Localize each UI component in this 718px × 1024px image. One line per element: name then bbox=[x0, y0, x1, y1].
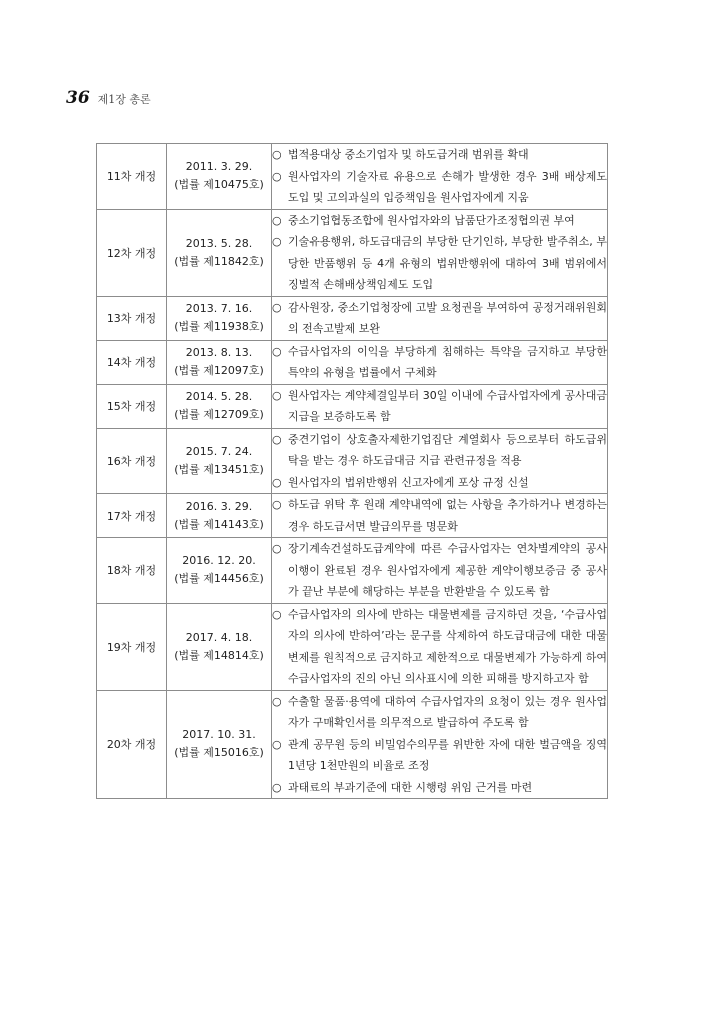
revision-cell: 20차 개정 bbox=[97, 690, 167, 799]
bullet-text: 중견기업이 상호출자제한기업집단 계열회사 등으로부터 하도급위탁을 받는 경우 하도급대금 지급 관련규정을 적용 bbox=[288, 432, 607, 467]
law-number: (법률 제14814호) bbox=[174, 648, 264, 662]
revision-cell: 13차 개정 bbox=[97, 296, 167, 340]
table-row bbox=[97, 296, 608, 340]
circle-bullet-icon: ○ bbox=[272, 344, 282, 358]
bullet-item bbox=[272, 429, 607, 472]
bullet-item bbox=[272, 385, 607, 428]
bullet-text: 장기계속건설하도급계약에 따른 수급사업자는 연차별계약의 공사이행이 완료된 경우 원사업자에게 제공한 계약이행보증금 중 공사가 끝난 부분에 해당하는 부분을 반환받을 수 있도록 함 bbox=[288, 542, 607, 598]
bullet-text: 과태료의 부과기준에 대한 시행령 위임 근거를 마련 bbox=[288, 780, 533, 794]
bullet-item bbox=[272, 472, 607, 494]
amendment-date: 2016. 3. 29. bbox=[185, 499, 253, 513]
bullet-item bbox=[272, 691, 607, 734]
law-number: (법률 제11938호) bbox=[174, 320, 264, 333]
circle-bullet-icon: ○ bbox=[272, 388, 282, 402]
circle-bullet-icon: ○ bbox=[272, 694, 282, 708]
bullet-text: 관계 공무원 등의 비밀엄수의무를 위반한 자에 대한 벌금액을 징역 1년당 1천만원의 비율로 조정 bbox=[288, 737, 607, 772]
bullet-text: 수출할 물품·용역에 대하여 수급사업자의 요청이 있는 경우 원사업자가 구매확인서를 의무적으로 발급하여 주도록 함 bbox=[288, 694, 607, 729]
law-number: (법률 제11842호) bbox=[174, 254, 264, 268]
circle-bullet-icon: ○ bbox=[272, 498, 282, 511]
bullet-item bbox=[272, 777, 607, 799]
date-cell bbox=[167, 494, 272, 538]
table-row bbox=[97, 494, 608, 538]
circle-bullet-icon: ○ bbox=[272, 148, 282, 161]
bullet-item bbox=[272, 231, 607, 296]
revision-cell: 16차 개정 bbox=[97, 428, 167, 494]
date-cell bbox=[167, 690, 272, 799]
content-cell bbox=[272, 494, 608, 538]
table-row bbox=[97, 144, 608, 210]
bullet-text: 원사업자의 법위반행위 신고자에게 포상 규정 신설 bbox=[288, 475, 529, 489]
bullet-item bbox=[272, 604, 607, 690]
table-row bbox=[97, 428, 608, 494]
table-row bbox=[97, 384, 608, 428]
table-row bbox=[97, 603, 608, 690]
bullet-item bbox=[272, 210, 607, 232]
circle-bullet-icon: ○ bbox=[272, 607, 282, 621]
bullet-text: 법적용대상 중소기업자 및 하도급거래 범위를 확대 bbox=[288, 148, 529, 161]
content-cell bbox=[272, 384, 608, 428]
circle-bullet-icon: ○ bbox=[272, 475, 282, 489]
amendment-date: 2013. 7. 16. bbox=[185, 302, 253, 315]
amendment-date: 2015. 7. 24. bbox=[185, 444, 253, 458]
circle-bullet-icon: ○ bbox=[272, 432, 282, 446]
bullet-text: 기술유용행위, 하도급대금의 부당한 단기인하, 부당한 발주취소, 부당한 반품행위 등 4개 유형의 법위반행위에 대하여 3배 범위에서 징벌적 손해배상책임제도 도입 bbox=[288, 235, 607, 291]
date-cell bbox=[167, 144, 272, 210]
revision-cell: 17차 개정 bbox=[97, 494, 167, 538]
revision-cell: 14차 개정 bbox=[97, 340, 167, 384]
circle-bullet-icon: ○ bbox=[272, 169, 282, 183]
amendment-date: 2017. 4. 18. bbox=[185, 630, 253, 644]
law-number: (법률 제12097호) bbox=[174, 364, 264, 377]
bullet-item bbox=[272, 166, 607, 209]
revision-cell: 12차 개정 bbox=[97, 209, 167, 296]
content-cell bbox=[272, 428, 608, 494]
circle-bullet-icon: ○ bbox=[272, 235, 282, 248]
circle-bullet-icon: ○ bbox=[272, 780, 282, 794]
date-cell bbox=[167, 428, 272, 494]
revision-cell: 15차 개정 bbox=[97, 384, 167, 428]
content-cell bbox=[272, 340, 608, 384]
bullet-item bbox=[272, 297, 607, 340]
page-number: 36 bbox=[66, 88, 90, 108]
date-cell bbox=[167, 296, 272, 340]
bullet-text: 감사원장, 중소기업청장에 고발 요청권을 부여하여 공정거래위원회의 전속고발제 보완 bbox=[288, 300, 607, 335]
amendment-date: 2016. 12. 20. bbox=[182, 554, 256, 568]
content-cell bbox=[272, 144, 608, 210]
bullet-text: 원사업자의 기술자료 유용으로 손해가 발생한 경우 3배 배상제도 도입 및 고의과실의 입증책임을 원사업자에게 지움 bbox=[288, 169, 607, 204]
bullet-item bbox=[272, 494, 607, 537]
table-row bbox=[97, 209, 608, 296]
revision-cell: 11차 개정 bbox=[97, 144, 167, 210]
content-cell bbox=[272, 538, 608, 604]
date-cell bbox=[167, 340, 272, 384]
amendment-date: 2014. 5. 28. bbox=[185, 390, 253, 403]
bullet-text: 하도급 위탁 후 원래 계약내역에 없는 사항을 추가하거나 변경하는 경우 하도급서면 발급의무를 명문화 bbox=[288, 498, 607, 533]
circle-bullet-icon: ○ bbox=[272, 737, 282, 751]
date-cell bbox=[167, 209, 272, 296]
content-cell bbox=[272, 690, 608, 799]
amendment-date: 2011. 3. 29. bbox=[185, 160, 253, 174]
content-cell bbox=[272, 209, 608, 296]
bullet-item bbox=[272, 734, 607, 777]
law-number: (법률 제10475호) bbox=[174, 178, 264, 192]
bullet-item bbox=[272, 341, 607, 384]
bullet-text: 원사업자는 계약체결일부터 30일 이내에 수급사업자에게 공사대금 지급을 보증하도록 함 bbox=[288, 388, 607, 423]
law-number: (법률 제13451호) bbox=[174, 462, 264, 476]
table-row bbox=[97, 690, 608, 799]
bullet-item bbox=[272, 144, 607, 166]
bullet-text: 중소기업협동조합에 원사업자와의 납품단가조정협의권 부여 bbox=[288, 213, 575, 227]
revision-cell: 18차 개정 bbox=[97, 538, 167, 604]
table-row bbox=[97, 538, 608, 604]
law-number: (법률 제14143호) bbox=[174, 517, 264, 531]
bullet-text: 수급사업자의 이익을 부당하게 침해하는 특약을 금지하고 부당한 특약의 유형을 법률에서 구체화 bbox=[288, 344, 607, 379]
circle-bullet-icon: ○ bbox=[272, 300, 282, 314]
revision-cell: 19차 개정 bbox=[97, 603, 167, 690]
amendment-history-table bbox=[96, 143, 608, 799]
law-number: (법률 제12709호) bbox=[174, 408, 264, 421]
content-cell bbox=[272, 296, 608, 340]
bullet-text: 수급사업자의 의사에 반하는 대물변제를 금지하던 것을, ‘수급사업자의 의사에 반하여’라는 문구를 삭제하여 하도급대금에 대한 대물변제를 원칙적으로 금지하고 제한적으로 대물변제가 가능하게 하여 수급사업자의 진의 아닌 의사표시에 의한 피해를 방지하고자 함 bbox=[288, 607, 607, 685]
amendment-date: 2017. 10. 31. bbox=[182, 728, 256, 742]
law-number: (법률 제14456호) bbox=[174, 572, 264, 586]
law-number: (법률 제15016호) bbox=[174, 746, 264, 760]
circle-bullet-icon: ○ bbox=[272, 213, 282, 227]
date-cell bbox=[167, 538, 272, 604]
circle-bullet-icon: ○ bbox=[272, 542, 282, 555]
date-cell bbox=[167, 384, 272, 428]
content-cell bbox=[272, 603, 608, 690]
page-header bbox=[66, 88, 151, 108]
amendment-date: 2013. 5. 28. bbox=[185, 236, 253, 250]
amendment-date: 2013. 8. 13. bbox=[185, 346, 253, 359]
date-cell bbox=[167, 603, 272, 690]
chapter-title: 제1장 총론 bbox=[97, 93, 151, 106]
table-row bbox=[97, 340, 608, 384]
bullet-item bbox=[272, 538, 607, 603]
